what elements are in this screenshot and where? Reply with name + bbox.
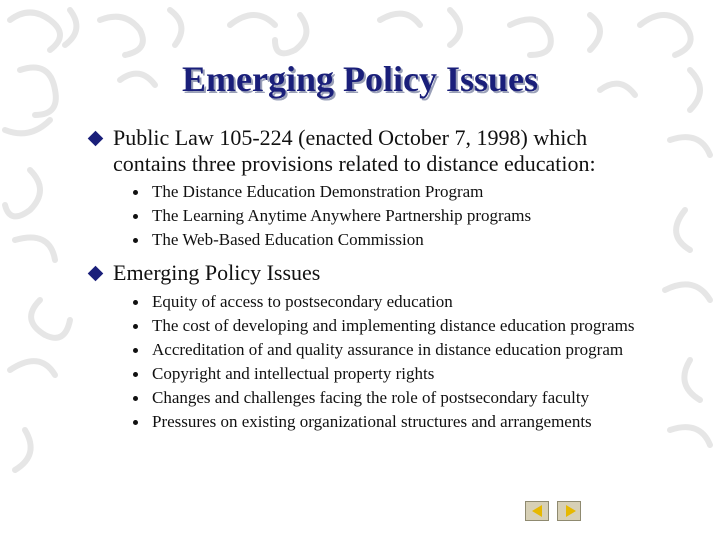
list-item-text: Copyright and intellectual property rights	[152, 364, 435, 383]
bullet-1-line-1: Public Law 105-224 (enacted October 7, 1998) which	[113, 125, 588, 150]
triangle-left-icon	[532, 505, 542, 517]
bullet-1-text	[113, 125, 596, 177]
dot-bullet-icon	[133, 420, 138, 425]
list-item	[130, 386, 690, 410]
list-item	[130, 180, 531, 204]
list-item-text: The cost of developing and implementing distance education programs	[152, 316, 635, 335]
list-item	[130, 362, 690, 386]
diamond-bullet-icon	[88, 266, 104, 282]
previous-slide-button[interactable]	[525, 501, 549, 521]
list-item-text: Pressures on existing organizational structures and arrangements	[152, 412, 592, 431]
list-item-text: Accreditation of and quality assurance in distance education program	[152, 340, 624, 359]
bullet-1-sub-list	[130, 180, 531, 252]
list-item	[130, 338, 690, 362]
dot-bullet-icon	[133, 214, 138, 219]
bullet-1-line-2: contains three provisions related to distance education:	[113, 151, 596, 176]
dot-bullet-icon	[133, 238, 138, 243]
dot-bullet-icon	[133, 396, 138, 401]
bullet-2-line-1: Emerging Policy Issues	[113, 260, 321, 285]
dot-bullet-icon	[133, 372, 138, 377]
list-item-text: The Distance Education Demonstration Program	[152, 182, 484, 201]
list-item	[130, 228, 531, 252]
list-item	[130, 314, 690, 338]
dot-bullet-icon	[133, 190, 138, 195]
list-item-text: The Learning Anytime Anywhere Partnership programs	[152, 206, 532, 225]
list-item-text: Changes and challenges facing the role of postsecondary faculty	[152, 388, 590, 407]
bullet-2-text	[113, 260, 320, 286]
next-slide-button[interactable]	[557, 501, 581, 521]
diamond-bullet-icon	[88, 131, 104, 147]
dot-bullet-icon	[133, 300, 138, 305]
dot-bullet-icon	[133, 348, 138, 353]
triangle-right-icon	[566, 505, 576, 517]
dot-bullet-icon	[133, 324, 138, 329]
list-item-text: Equity of access to postsecondary education	[152, 292, 453, 311]
bullet-2-sub-list	[130, 290, 690, 434]
list-item	[130, 410, 690, 434]
list-item-text: The Web-Based Education Commission	[152, 230, 424, 249]
list-item	[130, 204, 531, 228]
slide-title: Emerging Policy Issues	[182, 59, 538, 99]
list-item	[130, 290, 690, 314]
